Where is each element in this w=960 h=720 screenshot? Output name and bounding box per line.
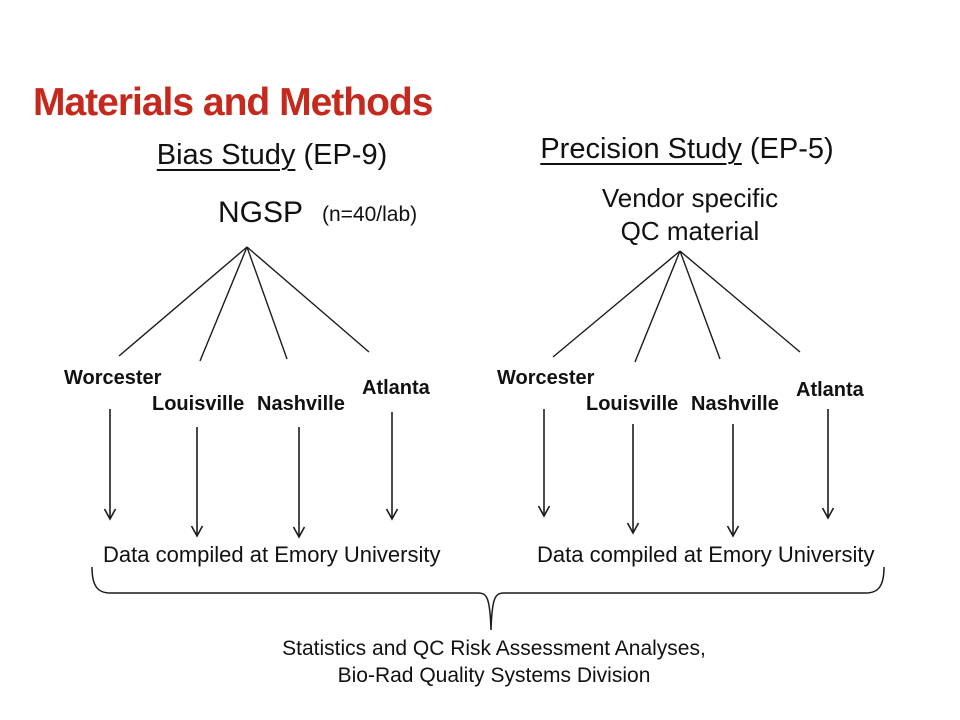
precision-site-atlanta: Atlanta — [796, 379, 864, 401]
bias-fan-line-atlanta — [247, 247, 369, 352]
bias-study-heading-suffix: (EP-9) — [295, 139, 388, 171]
bias-fan-lines — [119, 247, 369, 361]
bias-arrow-nashville — [294, 427, 305, 537]
bias-arrows — [105, 409, 398, 537]
footer-analysis-line2: Bio-Rad Quality Systems Division — [337, 664, 651, 687]
page-title: Materials and Methods — [33, 81, 433, 124]
precision-fan-line-atlanta — [680, 251, 800, 352]
bias-result-label: Data compiled at Emory University — [103, 542, 441, 567]
precision-arrows — [539, 409, 834, 536]
precision-result-label: Data compiled at Emory University — [537, 542, 875, 567]
precision-study-heading-name: Precision Study — [540, 133, 742, 165]
precision-source-line2: QC material — [620, 216, 760, 246]
precision-site-louisville: Louisville — [586, 393, 679, 415]
bias-site-worcester: Worcester — [64, 367, 162, 389]
bias-sample-size-note: (n=40/lab) — [322, 203, 418, 226]
precision-site-worcester: Worcester — [497, 367, 595, 389]
bias-study-heading-name: Bias Study — [156, 139, 296, 171]
bias-fan-line-louisville — [200, 247, 247, 361]
bias-arrow-worcester — [105, 409, 116, 519]
bias-arrow-louisville — [192, 427, 203, 536]
precision-fan-line-louisville — [635, 251, 680, 362]
bias-fan-line-worcester — [119, 247, 247, 356]
precision-arrow-atlanta — [823, 409, 834, 518]
precision-study-heading-suffix: (EP-5) — [741, 133, 834, 165]
precision-arrow-nashville — [728, 424, 739, 536]
precision-arrow-worcester — [539, 409, 550, 516]
combining-brace-icon — [92, 567, 884, 630]
bias-site-nashville: Nashville — [257, 393, 345, 415]
precision-fan-line-nashville — [680, 251, 720, 359]
precision-site-nashville: Nashville — [691, 393, 779, 415]
bias-study-heading — [122, 139, 422, 172]
bias-fan-line-nashville — [247, 247, 287, 359]
footer-analysis-note — [219, 635, 769, 689]
bias-arrow-atlanta — [387, 412, 398, 519]
bias-site-atlanta: Atlanta — [362, 377, 430, 399]
bias-site-louisville: Louisville — [152, 393, 245, 415]
precision-study-heading — [507, 133, 867, 166]
precision-fan-lines — [553, 251, 800, 362]
precision-source-line1: Vendor specific — [601, 183, 779, 213]
precision-source-label — [560, 182, 820, 248]
bias-source-label: NGSP — [218, 196, 304, 229]
footer-analysis-line1: Statistics and QC Risk Assessment Analyses, — [282, 637, 706, 660]
precision-arrow-louisville — [628, 424, 639, 533]
precision-fan-line-worcester — [553, 251, 680, 357]
